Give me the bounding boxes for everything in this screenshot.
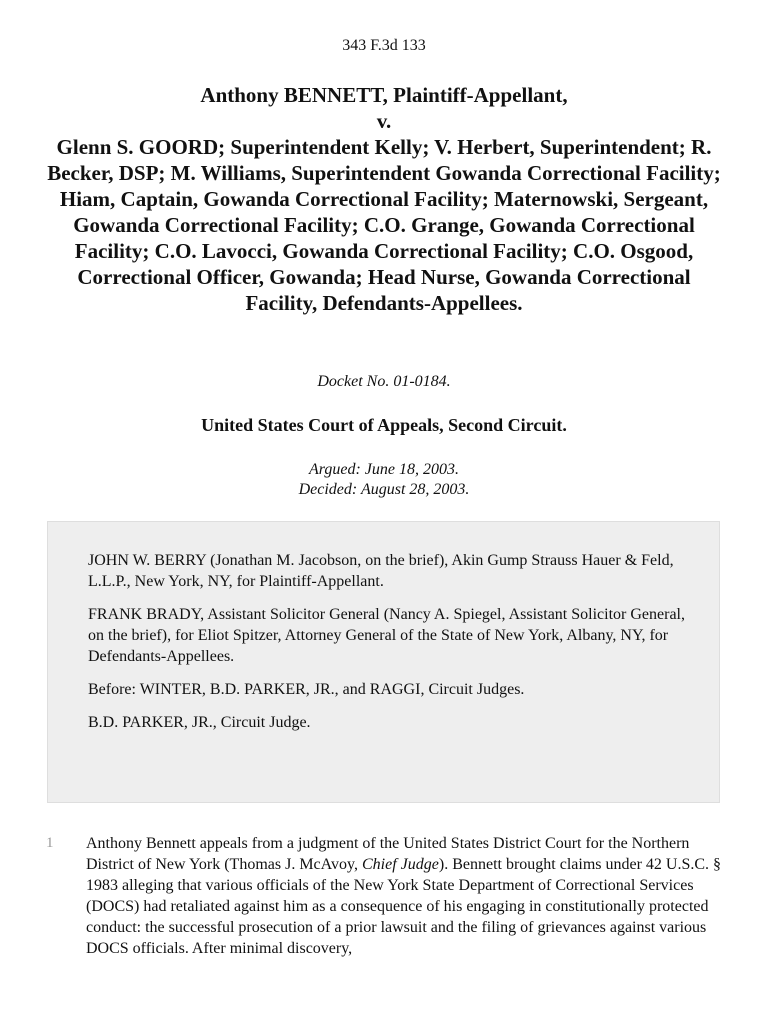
opinion-paragraph: [0, 833, 768, 959]
plaintiff-line: Anthony BENNETT, Plaintiff-Appellant,: [200, 83, 568, 107]
paragraph-italic-text: Chief Judge: [361, 856, 439, 873]
court-name: United States Court of Appeals, Second Circuit.: [201, 415, 567, 435]
appellee-counsel: FRANK BRADY, Assistant Solicitor General (Nancy A. Spiegel, Assistant Solicitor General, on the brief), for Eliot Spitzer, Attorney General of the State of New York, Albany, NY, for Defendants-Appellees.: [88, 606, 685, 665]
case-dates: [0, 460, 768, 500]
versus-line: v.: [376, 109, 392, 133]
paragraph-text: [86, 833, 726, 959]
paragraph-text-start: Anthony Bennett appeals from a judgment of the United States District Court for the Northern District of New York (Thomas J. McAvoy,: [86, 835, 690, 873]
opinion-author: B.D. PARKER, JR., Circuit Judge.: [88, 714, 311, 731]
paragraph-text-end: ). Bennett brought claims under 42 U.S.C. § 1983 alleging that various officials of the New York State Department of Correctional Services (DOCS) had retaliated against him as a consequence of his engaging in constitutionally protected conduct: the successful prosecution of a prior lawsuit and the filing of grievances against various DOCS officials. After minimal discovery,: [86, 856, 722, 957]
opinion-body: [0, 833, 768, 959]
paragraph-number: 1: [46, 835, 54, 851]
argued-date: Argued: June 18, 2003.: [308, 461, 460, 478]
case-citation: 343 F.3d 133: [342, 37, 426, 54]
defendants-line: Glenn S. GOORD; Superintendent Kelly; V. Herbert, Superintendent; R. Becker, DSP; M. Williams, Superintendent Gowanda Correctional Facility; Hiam, Captain, Gowanda Correctional Facility; Maternowski, Sergeant, Gowanda Correctional Facility; C.O. Grange, Gowanda Correctional Facility; C.O. Lavocci, Gowanda Correctional Facility; C.O. Osgood, Correctional Officer, Gowanda; Head Nurse, Gowanda Correctional Facility, Defendants-Appellees.: [47, 135, 721, 315]
docket-number: Docket No. 01-0184.: [317, 373, 451, 390]
appellant-counsel: JOHN W. BERRY (Jonathan M. Jacobson, on the brief), Akin Gump Strauss Hauer & Feld, L.L.P., New York, NY, for Plaintiff-Appellant.: [88, 552, 674, 590]
panel-judges: Before: WINTER, B.D. PARKER, JR., and RAGGI, Circuit Judges.: [88, 681, 525, 698]
decided-date: Decided: August 28, 2003.: [298, 481, 470, 498]
counsel-box: [47, 521, 720, 803]
case-title: [40, 82, 728, 316]
